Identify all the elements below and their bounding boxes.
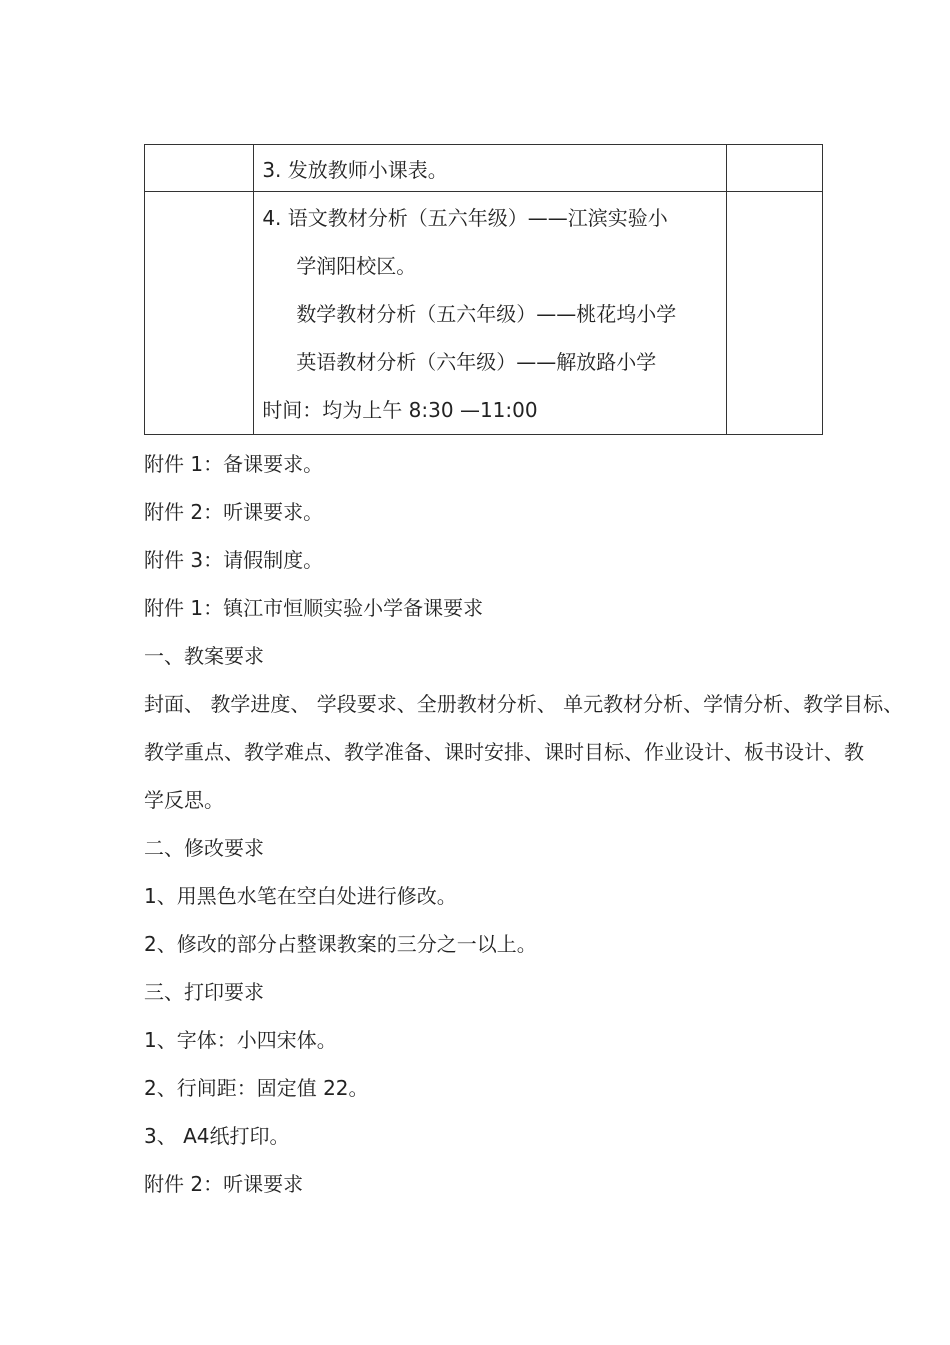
table-text-line: 数学教材分析（五六年级）——桃花坞小学 <box>296 302 677 326</box>
table-text-line: 3. 发放教师小课表。 <box>262 158 448 182</box>
table-cell-right <box>726 145 822 192</box>
table-text-line: 4. 语文教材分析（五六年级）——江滨实验小 <box>262 206 668 230</box>
table-text-line: 学润阳校区。 <box>296 254 417 278</box>
section-heading: 一、教案要求 <box>144 644 264 668</box>
schedule-table <box>144 144 823 435</box>
attachment-line: 附件 3：请假制度。 <box>144 548 324 572</box>
table-cell-right <box>726 192 822 435</box>
list-item: 2、行间距：固定值 22。 <box>144 1076 369 1100</box>
table-cell-left <box>145 145 254 192</box>
paragraph-line: 封面、 教学进度、 学段要求、全册教材分析、 单元教材分析、学情分析、教学目标、 <box>144 692 904 716</box>
list-item: 3、 A4纸打印。 <box>144 1124 290 1148</box>
paragraph-line: 学反思。 <box>144 788 224 812</box>
document-body <box>144 440 934 1208</box>
table-cell-content <box>254 192 726 435</box>
section-title: 附件 1：镇江市恒顺实验小学备课要求 <box>144 596 484 620</box>
table-cell-left <box>145 192 254 435</box>
table-row <box>145 145 823 192</box>
paragraph-line: 教学重点、教学难点、教学准备、课时安排、课时目标、作业设计、板书设计、教 <box>144 740 864 764</box>
attachment-line: 附件 1：备课要求。 <box>144 452 324 476</box>
table-row <box>145 192 823 435</box>
list-item: 1、用黑色水笔在空白处进行修改。 <box>144 884 457 908</box>
section-heading: 三、打印要求 <box>144 980 264 1004</box>
table-cell-content <box>254 145 726 192</box>
section-heading: 二、修改要求 <box>144 836 264 860</box>
table-text-line: 时间：均为上午 8:30 —11:00 <box>262 398 538 422</box>
list-item: 2、修改的部分占整课教案的三分之一以上。 <box>144 932 537 956</box>
table-text-line: 英语教材分析（六年级）——解放路小学 <box>296 350 657 374</box>
list-item: 1、字体：小四宋体。 <box>144 1028 337 1052</box>
section-title: 附件 2：听课要求 <box>144 1172 304 1196</box>
attachment-line: 附件 2：听课要求。 <box>144 500 324 524</box>
